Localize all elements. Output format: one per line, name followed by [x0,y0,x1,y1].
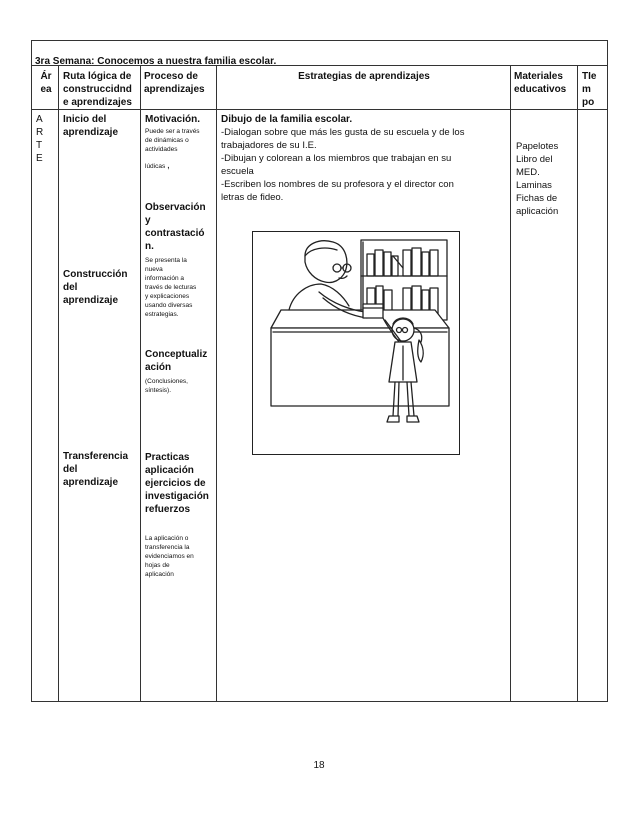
ruta-inicio-line: Inicio del [63,114,107,125]
note-line: transferencia la [145,544,190,551]
note-line: usando diversas [145,302,193,309]
title-line: aplicación [145,465,194,476]
header-tiempo-line: TIe [582,71,597,82]
header-materiales-line: educativos [514,84,567,95]
note-line: actividades [145,146,178,153]
header-proceso [144,70,214,96]
proceso-observacion-title [145,201,215,253]
note-line: hojas de [145,562,170,569]
ruta-transferencia-line: aprendizaje [63,477,119,488]
ruta-construccion-line: aprendizaje [63,295,119,306]
material-item: Fichas de [516,193,558,204]
material-item: aplicación [516,206,559,217]
estrategia-line: escuela [221,166,254,177]
header-tiempo [582,70,602,109]
area-letter: A [36,114,43,125]
title-line: ejercicios de [145,478,206,489]
note-line: información a [145,275,185,282]
material-item: Papelotes [516,141,559,152]
school-family-illustration [252,231,460,455]
header-tiempo-line: m [582,84,591,95]
col-divider-2 [140,65,141,701]
area-letter: E [36,153,43,164]
note-comma: , [167,160,170,171]
note-line: Puede ser a través [145,128,200,135]
ruta-inicio-line: aprendizaje [63,127,119,138]
header-ruta [63,70,139,109]
area-letter: R [36,127,44,138]
ruta-transferencia-line: del [63,464,78,475]
estrategia-line: letras de fideo. [221,192,284,203]
estrategia-line: -Dibujan y colorean a los miembros que trabajan en su [221,153,452,164]
header-proceso-line: Proceso de [144,71,198,82]
ruta-construccion-line: Construcción [63,269,128,280]
note-line: síntesis). [145,387,172,394]
header-ruta-line: e aprendizajes [63,97,132,108]
proceso-motivacion-note [145,127,215,154]
title-line: Practicas [145,452,190,463]
note-line: través de lecturas [145,284,197,291]
material-item: Libro del [516,154,553,165]
note-line: aplicación [145,571,174,578]
header-area [35,70,57,96]
material-item: MED. [516,167,540,178]
title-line: investigación [145,491,209,502]
col-divider-4 [510,65,511,701]
proceso-motivacion-title: Motivación. [145,114,201,125]
note-line: (Conclusiones, [145,378,188,385]
proceso-conceptualizacion-note [145,377,215,395]
header-proceso-line: aprendizajes [144,84,205,95]
header-divider [31,109,607,110]
header-tiempo-line: po [582,97,595,108]
estrategia-line: trabajadores de su I.E. [221,140,317,151]
col-divider-5 [577,65,578,701]
col-divider-3 [216,65,217,701]
note-line: de dinámicas o [145,137,189,144]
estrategia-line: -Dialogan sobre que más les gusta de su escuela y de los [221,127,465,138]
estrategia-line: -Escriben los nombres de su profesora y el director con [221,179,454,190]
note-line: nueva [145,266,163,273]
title-line: Conceptualiz [145,349,208,360]
proceso-conceptualizacion-title [145,348,215,374]
note-line: y explicaciones [145,293,190,300]
proceso-observacion-note [145,256,215,319]
proceso-motivacion-note-last [145,161,215,171]
title-line: contrastació [145,228,205,239]
title-line: Observación [145,202,206,213]
area-letter: T [36,140,43,151]
material-item: Laminas [516,180,552,191]
proceso-practicas-note [145,534,215,579]
header-estrategias: Estrategias de aprendizajes [298,71,430,82]
header-area-line: ea [40,84,52,95]
proceso-practicas-title [145,451,215,516]
ruta-transferencia-line: Transferencia [63,451,129,462]
header-area-line: Ár [40,71,52,82]
header-materiales-line: Materiales [514,71,563,82]
page-number: 18 [313,760,325,771]
note-line: evidenciamos en [145,553,194,560]
materiales-list [516,140,576,218]
ruta-construccion-line: del [63,282,78,293]
coloring-drawing [253,232,459,454]
title-line: ación [145,362,172,373]
header-ruta-line: Ruta lógica de [63,71,132,82]
ruta-inicio [63,113,139,139]
header-materiales [514,70,574,96]
table-title: 3ra Semana: Conocemos a nuestra familia escolar. [35,56,277,67]
note-line: La aplicación o [145,535,189,542]
title-line: n. [145,241,154,252]
title-line: refuerzos [145,504,191,515]
ruta-construccion [63,268,139,307]
note-line: Se presenta la [145,257,187,264]
ruta-transferencia [63,450,139,489]
title-line: y [145,215,151,226]
note-line: lúdicas [145,163,166,170]
note-line: estrategias. [145,311,179,318]
header-ruta-line: construccidnd [63,84,132,95]
col-divider-1 [58,65,59,701]
estrategia-heading: Dibujo de la familia escolar. [221,114,353,125]
estrategia-body [221,126,507,204]
